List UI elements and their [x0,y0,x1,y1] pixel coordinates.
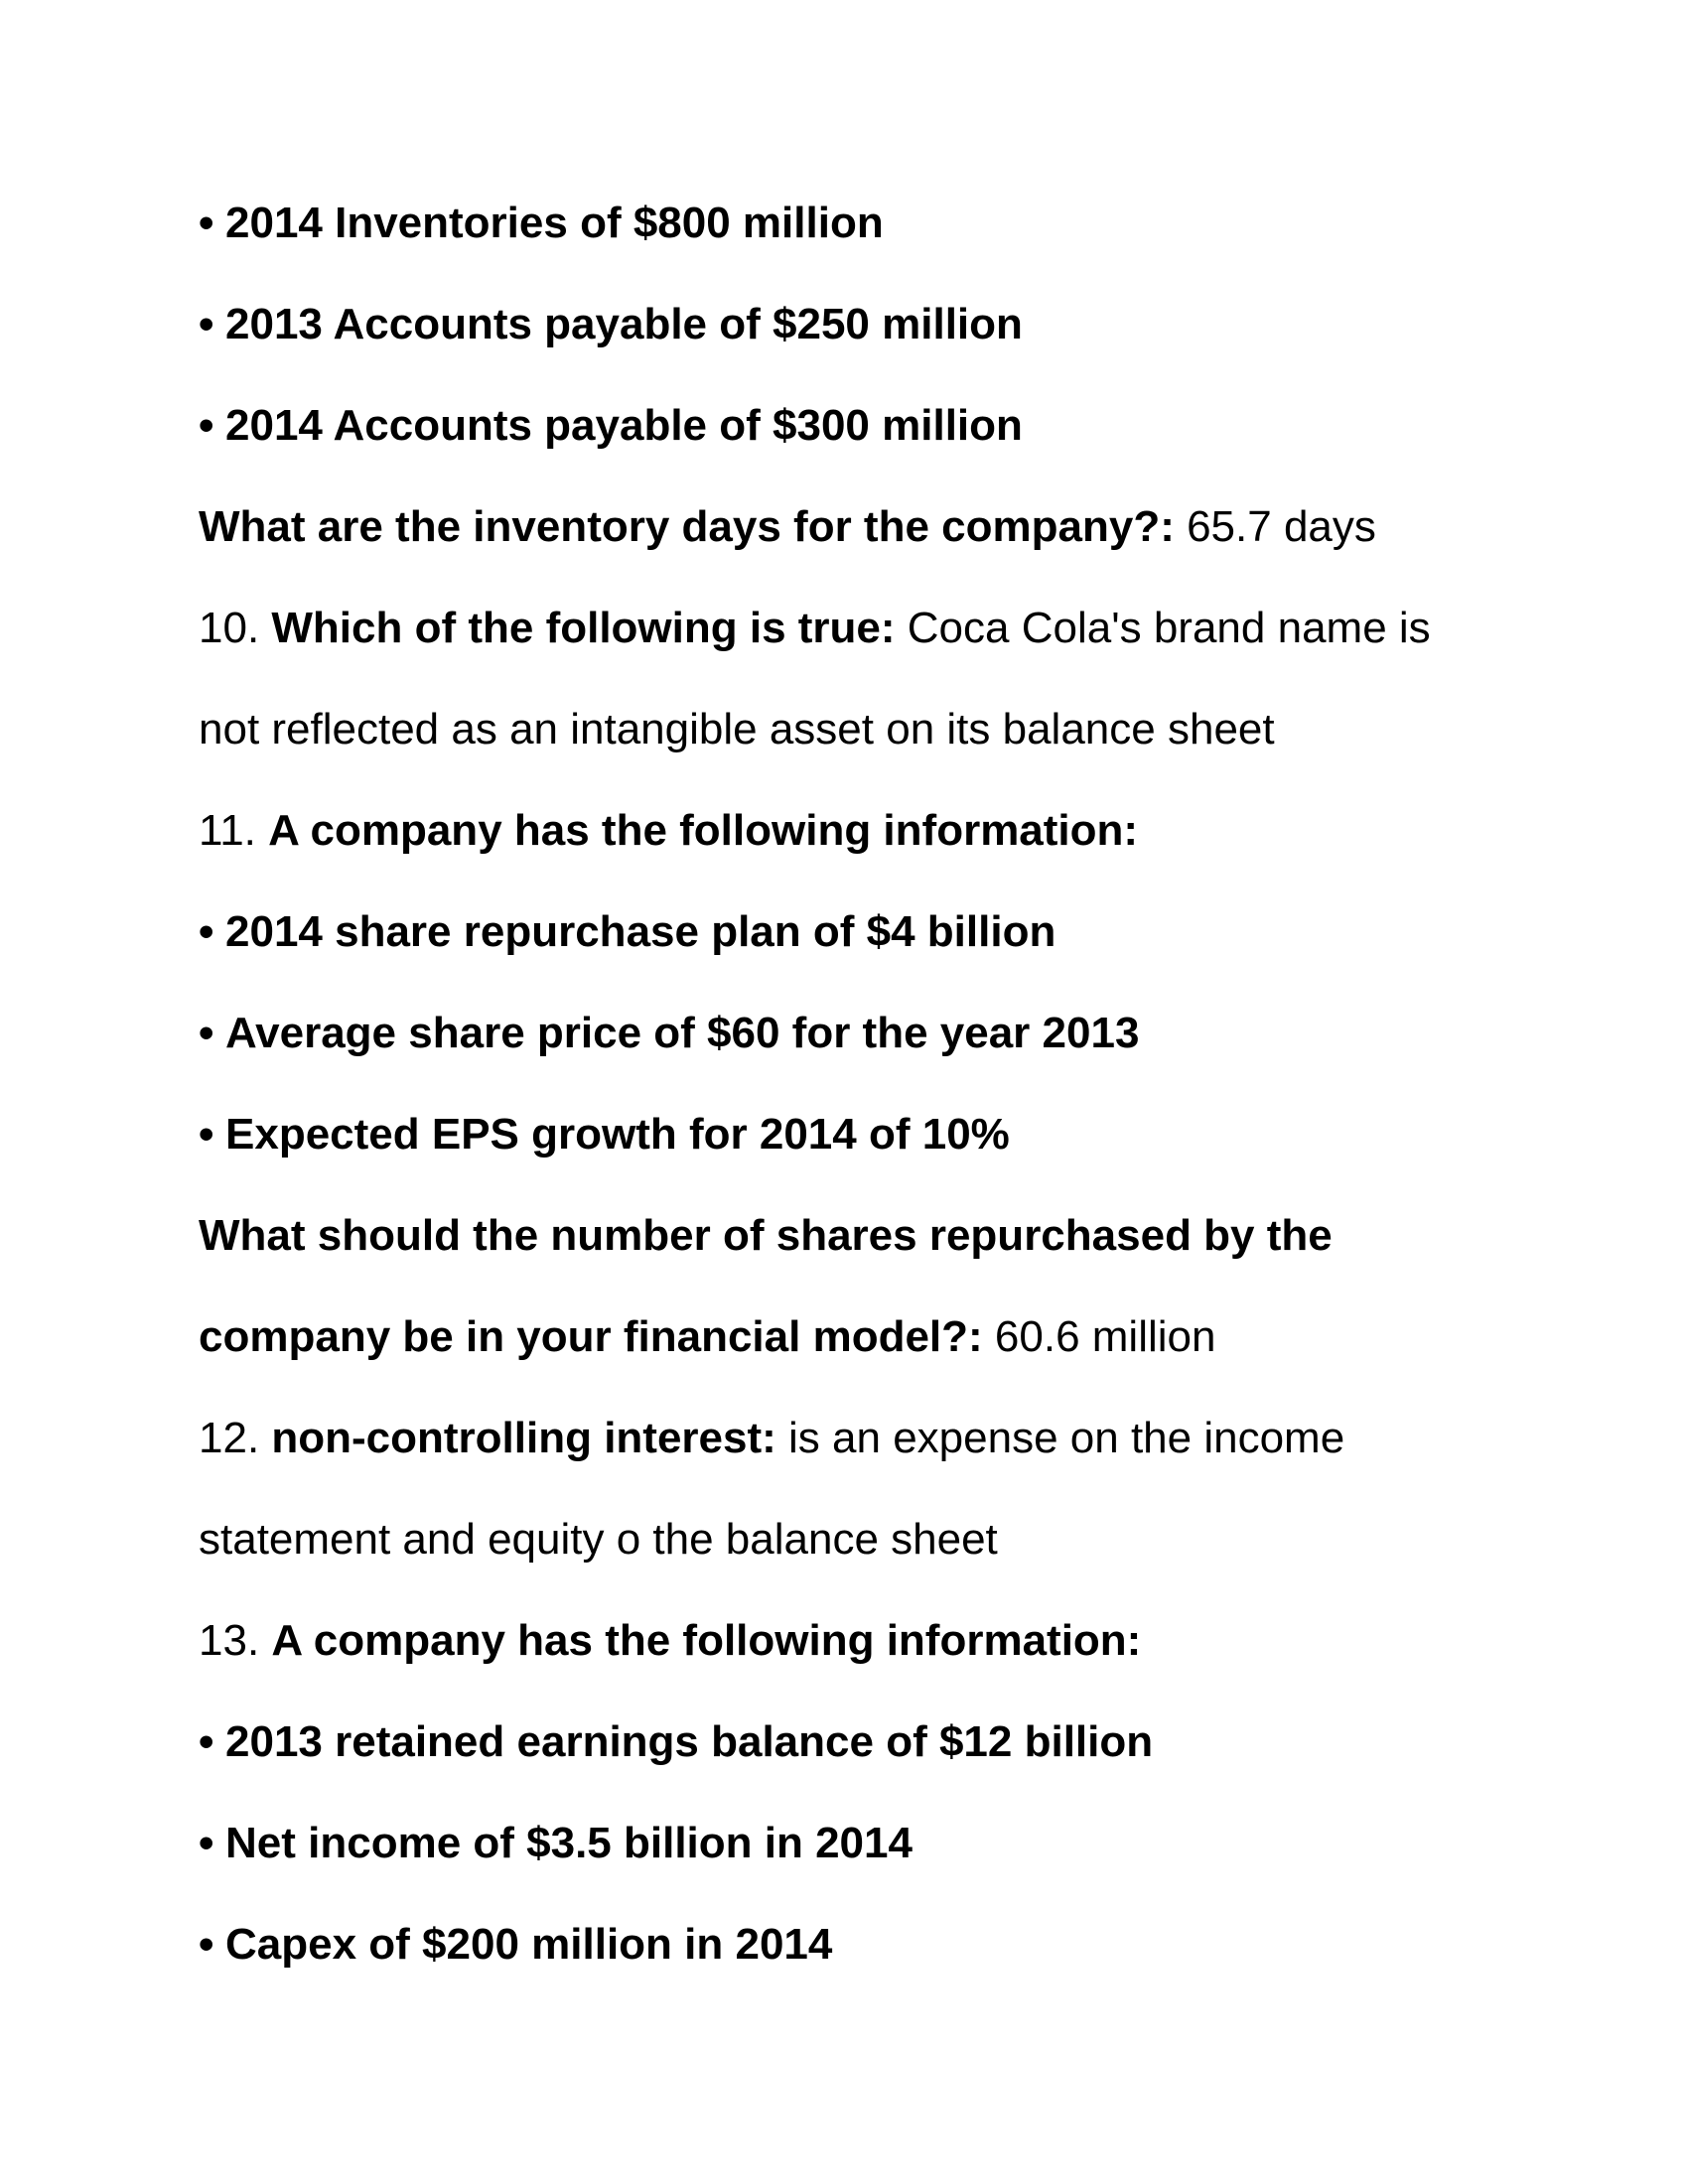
text-segment: Which of the following is true: [271,604,908,652]
text-line [199,1590,1539,1692]
text-line [199,780,1539,882]
text-segment: 65.7 days [1187,502,1376,551]
text-line [199,1388,1539,1489]
bullet-icon: • [199,401,214,450]
text-segment: 2014 share repurchase plan of $4 billion [225,907,1056,956]
bullet-icon: • [199,1009,214,1057]
text-line [199,1084,1539,1185]
bullet-icon: • [199,199,214,247]
text-segment: company be in your financial model?: [199,1312,995,1361]
text-segment: Net income of $3.5 billion in 2014 [225,1819,913,1867]
bullet-icon: • [199,300,214,348]
text-line [199,578,1539,679]
text-segment: 2014 Accounts payable of $300 million [225,401,1023,450]
text-segment: Average share price of $60 for the year 2013 [225,1009,1140,1057]
text-segment: 2014 Inventories of $800 million [225,199,884,247]
bullet-icon: • [199,1110,214,1159]
text-segment: 12. [199,1414,272,1462]
text-line [199,274,1539,375]
text-line [199,983,1539,1084]
text-line [199,375,1539,477]
text-segment: non-controlling interest: [271,1414,789,1462]
text-line [199,679,1539,780]
bullet-icon: • [199,1819,214,1867]
text-line [199,882,1539,983]
text-line [199,1287,1539,1388]
text-line [199,173,1539,274]
text-segment: Capex of $200 million in 2014 [225,1920,833,1969]
text-segment: 2013 retained earnings balance of $12 billion [225,1717,1154,1766]
text-segment: 11. [199,806,269,855]
text-segment: What are the inventory days for the company?: [199,502,1188,551]
text-segment: statement and equity o the balance sheet [199,1515,998,1564]
text-line [199,1793,1539,1894]
text-segment: 13. [199,1616,272,1665]
text-segment: 2013 Accounts payable of $250 million [225,300,1023,348]
text-line [199,477,1539,578]
bullet-icon: • [199,1717,214,1766]
bullet-icon: • [199,1920,214,1969]
text-block [199,173,1539,1995]
text-line [199,1489,1539,1590]
bullet-icon: • [199,907,214,956]
text-segment: Coca Cola's brand name is [907,604,1431,652]
text-segment: A company has the following information: [271,1616,1142,1665]
text-segment: 60.6 million [994,1312,1216,1361]
text-segment: What should the number of shares repurchased by the [199,1211,1333,1260]
text-segment: A company has the following information: [268,806,1139,855]
text-segment: Expected EPS growth for 2014 of 10% [225,1110,1010,1159]
text-segment: 10. [199,604,272,652]
text-segment: not reflected as an intangible asset on its balance sheet [199,705,1275,753]
text-line [199,1692,1539,1793]
text-line [199,1894,1539,1995]
text-segment: is an expense on the income [788,1414,1345,1462]
text-line [199,1185,1539,1287]
